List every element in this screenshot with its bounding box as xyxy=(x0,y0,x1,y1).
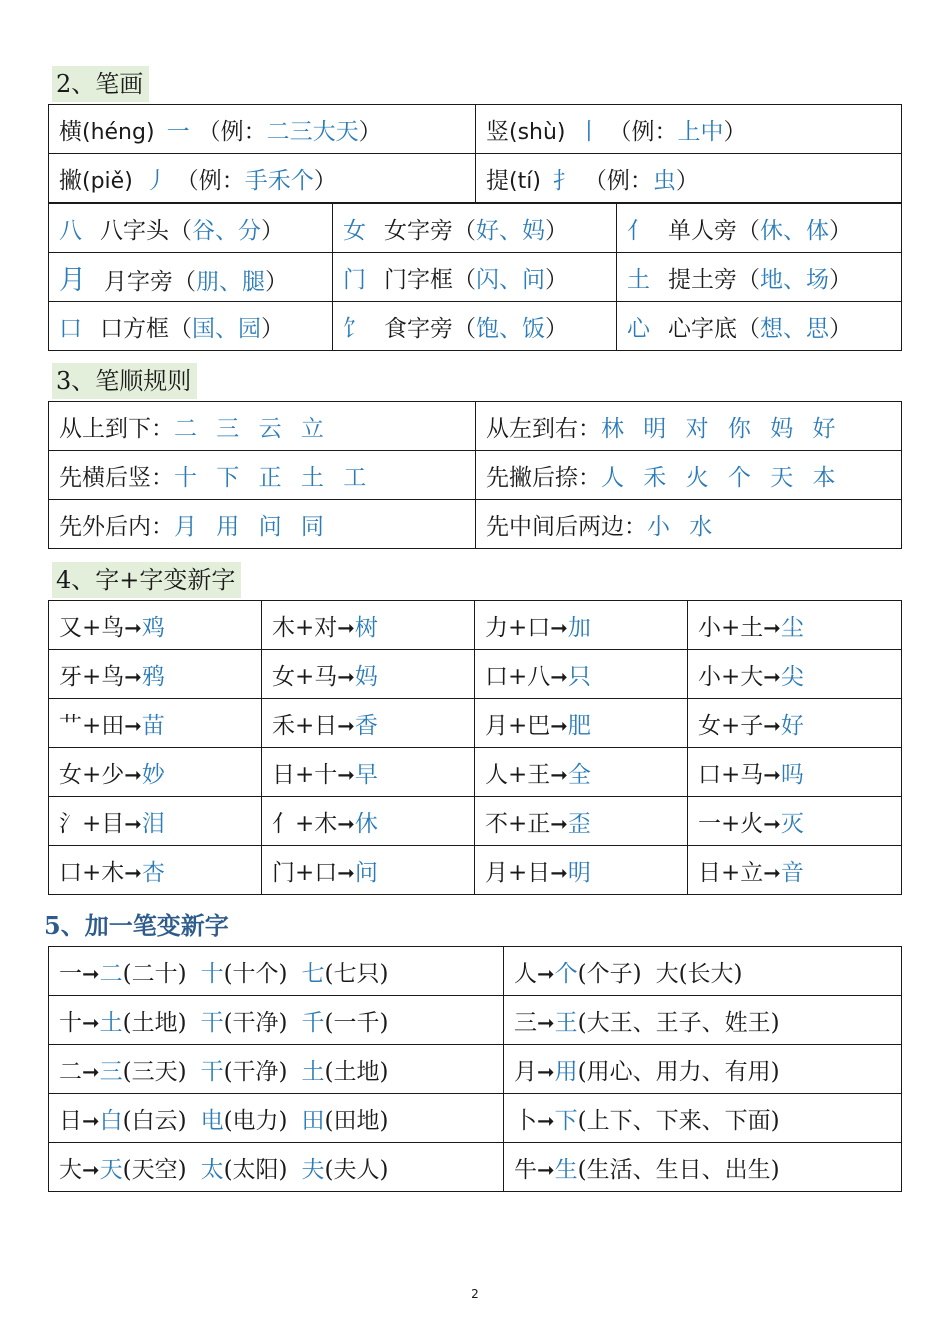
combine-parts: 女+马 xyxy=(272,663,338,690)
stroke-name: 横 xyxy=(59,118,82,145)
base-char: 一 xyxy=(59,960,82,987)
new-char: 太 xyxy=(200,1156,224,1183)
stroke-name: 竖 xyxy=(486,118,509,145)
word-example: (十个) xyxy=(223,960,288,987)
base-char: 日 xyxy=(59,1107,82,1134)
radical-cell xyxy=(617,204,902,253)
combine-parts: 又+鸟 xyxy=(59,614,125,641)
table-row xyxy=(49,105,902,154)
radical-cell xyxy=(333,204,617,253)
arrow-icon: ➞ xyxy=(763,664,781,689)
table-row xyxy=(49,500,902,549)
base-char: 三 xyxy=(514,1009,537,1036)
radical-examples: 休、体 xyxy=(760,217,829,244)
add-stroke-cell xyxy=(504,1094,902,1143)
table-row xyxy=(49,947,902,996)
stroke-name: 提 xyxy=(486,167,509,194)
table-row xyxy=(49,1143,902,1192)
combine-result: 加 xyxy=(567,614,591,641)
combine-result: 杏 xyxy=(141,859,165,886)
arrow-icon: ➞ xyxy=(537,1108,555,1133)
arrow-icon: ➞ xyxy=(537,1157,555,1182)
radical-examples: 谷、分 xyxy=(192,217,261,244)
combine-result: 全 xyxy=(567,761,591,788)
radical-examples: 朋、腿 xyxy=(196,268,265,295)
left-paren: （ xyxy=(169,217,192,244)
table-row xyxy=(49,302,902,351)
base-char: 大 xyxy=(59,1156,82,1183)
word-example: (个子) xyxy=(577,960,642,987)
right-paren: ） xyxy=(545,315,568,342)
right-paren: ） xyxy=(265,268,288,295)
stroke-cell xyxy=(476,105,902,154)
example-prefix: （例： xyxy=(608,118,678,145)
combine-cell xyxy=(49,797,262,846)
rule-examples: 月 用 问 同 xyxy=(174,513,330,540)
word-example: (太阳) xyxy=(223,1156,288,1183)
table-row xyxy=(49,154,902,203)
radical-glyph: 心 xyxy=(627,315,650,342)
radical-glyph: 女 xyxy=(343,217,366,244)
new-char: 个 xyxy=(554,960,578,987)
combine-cell xyxy=(262,650,475,699)
rule-cell xyxy=(49,500,476,549)
stroke-examples: 上中 xyxy=(677,118,724,145)
radical-name: 心字底 xyxy=(668,315,737,342)
radical-examples: 地、场 xyxy=(760,266,829,293)
combine-parts: 小+大 xyxy=(698,663,764,690)
combine-result: 问 xyxy=(354,859,378,886)
left-paren: （ xyxy=(453,217,476,244)
word-example: (长大) xyxy=(678,960,743,987)
combine-result: 鸦 xyxy=(141,663,165,690)
combine-parts: 一+火 xyxy=(698,810,764,837)
combine-cell xyxy=(262,601,475,650)
new-char: 下 xyxy=(554,1107,578,1134)
stroke-pinyin: (piě) xyxy=(82,168,133,194)
combine-cell xyxy=(688,650,902,699)
radical-examples: 饱、饭 xyxy=(476,315,545,342)
left-paren: （ xyxy=(173,268,196,295)
base-char: 十 xyxy=(59,1009,82,1036)
rule-cell xyxy=(476,402,902,451)
radical-cell xyxy=(333,302,617,351)
arrow-icon: ➞ xyxy=(537,961,555,986)
new-char: 大 xyxy=(655,960,679,987)
word-example: (大王、王子、姓王) xyxy=(577,1009,780,1036)
radical-cell xyxy=(617,302,902,351)
arrow-icon: ➞ xyxy=(82,1059,100,1084)
stroke-glyph: 丿 xyxy=(144,167,168,194)
combine-parts: 小+土 xyxy=(698,614,764,641)
word-example: (天空) xyxy=(122,1156,187,1183)
section-4-title: 4、字+字变新字 xyxy=(52,562,241,598)
word-example: (夫人) xyxy=(324,1156,389,1183)
combine-parts: 不+正 xyxy=(485,810,551,837)
arrow-icon: ➞ xyxy=(763,860,781,885)
arrow-icon: ➞ xyxy=(82,1010,100,1035)
radical-glyph: 门 xyxy=(343,266,366,293)
combine-cell xyxy=(475,846,688,895)
combine-parts: 力+口 xyxy=(485,614,551,641)
left-paren: （ xyxy=(453,266,476,293)
stroke-glyph: 一 xyxy=(166,118,190,145)
radical-examples: 好、妈 xyxy=(476,217,545,244)
stroke-order-table xyxy=(48,401,902,549)
combine-table xyxy=(48,600,902,895)
combine-result: 早 xyxy=(354,761,378,788)
add-stroke-cell xyxy=(504,1045,902,1094)
rule-cell xyxy=(476,500,902,549)
word-example: (二十) xyxy=(122,960,187,987)
stroke-cell xyxy=(49,154,476,203)
arrow-icon: ➞ xyxy=(82,961,100,986)
combine-cell xyxy=(475,797,688,846)
rule-label: 从左到右： xyxy=(486,415,601,442)
radicals-table xyxy=(48,203,902,351)
combine-result: 尘 xyxy=(780,614,804,641)
page-number: 2 xyxy=(471,1287,479,1301)
base-char: 二 xyxy=(59,1058,82,1085)
rule-label: 先外后内： xyxy=(59,513,174,540)
radical-name: 口方框 xyxy=(100,315,169,342)
combine-result: 只 xyxy=(567,663,591,690)
radical-cell xyxy=(617,253,902,302)
word-example: (用心、用力、有用) xyxy=(577,1058,780,1085)
combine-cell xyxy=(49,699,262,748)
stroke-examples: 手禾个 xyxy=(244,167,314,194)
radical-glyph: 亻 xyxy=(627,217,650,244)
combine-parts: 日+立 xyxy=(698,859,764,886)
combine-cell xyxy=(688,601,902,650)
combine-result: 妙 xyxy=(141,761,165,788)
new-char: 田 xyxy=(301,1107,325,1134)
right-paren: ） xyxy=(261,217,284,244)
example-suffix: ） xyxy=(675,167,699,194)
table-row xyxy=(49,797,902,846)
arrow-icon: ➞ xyxy=(337,811,355,836)
arrow-icon: ➞ xyxy=(124,860,142,885)
combine-parts: 月+日 xyxy=(485,859,551,886)
combine-parts: 人+王 xyxy=(485,761,551,788)
word-example: (田地) xyxy=(324,1107,389,1134)
table-row xyxy=(49,204,902,253)
right-paren: ） xyxy=(829,315,852,342)
combine-cell xyxy=(475,699,688,748)
new-char: 用 xyxy=(554,1058,578,1085)
add-stroke-cell xyxy=(49,1045,504,1094)
stroke-pinyin: (shù) xyxy=(509,119,566,145)
table-row xyxy=(49,650,902,699)
arrow-icon: ➞ xyxy=(337,615,355,640)
combine-parts: 日+十 xyxy=(272,761,338,788)
word-example: (土地) xyxy=(324,1058,389,1085)
rule-label: 先撇后捺： xyxy=(486,464,601,491)
rule-label: 从上到下： xyxy=(59,415,174,442)
stroke-examples: 虫 xyxy=(652,167,676,194)
add-stroke-cell xyxy=(49,1094,504,1143)
rule-examples: 人 禾 火 个 天 本 xyxy=(601,464,842,491)
combine-cell xyxy=(262,846,475,895)
new-char: 干 xyxy=(200,1058,224,1085)
combine-result: 灭 xyxy=(780,810,804,837)
combine-parts: 女+子 xyxy=(698,712,764,739)
add-stroke-cell xyxy=(504,1143,902,1192)
radical-name: 八字头 xyxy=(100,217,169,244)
arrow-icon: ➞ xyxy=(82,1108,100,1133)
arrow-icon: ➞ xyxy=(124,811,142,836)
table-row xyxy=(49,253,902,302)
base-char: 月 xyxy=(514,1058,537,1085)
stroke-glyph: 扌 xyxy=(552,167,576,194)
radical-glyph: 口 xyxy=(59,315,82,342)
radical-name: 月字旁 xyxy=(104,268,173,295)
word-example: (三天) xyxy=(122,1058,187,1085)
combine-cell xyxy=(49,748,262,797)
rule-examples: 二 三 云 立 xyxy=(174,415,330,442)
combine-cell xyxy=(49,601,262,650)
combine-result: 尖 xyxy=(780,663,804,690)
left-paren: （ xyxy=(737,217,760,244)
new-char: 十 xyxy=(200,960,224,987)
stroke-cell xyxy=(49,105,476,154)
combine-parts: 禾+日 xyxy=(272,712,338,739)
add-stroke-cell xyxy=(49,1143,504,1192)
radical-cell xyxy=(333,253,617,302)
table-row xyxy=(49,996,902,1045)
combine-result: 明 xyxy=(567,859,591,886)
word-example: (一千) xyxy=(324,1009,389,1036)
arrow-icon: ➞ xyxy=(550,762,568,787)
word-example: (干净) xyxy=(223,1058,288,1085)
combine-cell xyxy=(262,748,475,797)
combine-parts: 亻+木 xyxy=(272,810,338,837)
example-prefix: （例： xyxy=(583,167,653,194)
section-2-title: 2、笔画 xyxy=(52,66,149,102)
table-row xyxy=(49,699,902,748)
combine-parts: 氵+目 xyxy=(59,810,125,837)
arrow-icon: ➞ xyxy=(550,811,568,836)
radical-cell xyxy=(49,204,333,253)
left-paren: （ xyxy=(737,266,760,293)
left-paren: （ xyxy=(169,315,192,342)
table-row xyxy=(49,1045,902,1094)
stroke-name: 撇 xyxy=(59,167,82,194)
add-stroke-cell xyxy=(504,947,902,996)
stroke-pinyin: (héng) xyxy=(82,119,155,145)
new-char: 三 xyxy=(99,1058,123,1085)
example-prefix: （例： xyxy=(197,118,267,145)
arrow-icon: ➞ xyxy=(550,664,568,689)
arrow-icon: ➞ xyxy=(763,762,781,787)
add-stroke-table xyxy=(48,946,902,1192)
table-row xyxy=(49,402,902,451)
base-char: 牛 xyxy=(514,1156,537,1183)
rule-examples: 林 明 对 你 妈 好 xyxy=(601,415,842,442)
combine-result: 香 xyxy=(354,712,378,739)
combine-result: 苗 xyxy=(141,712,165,739)
arrow-icon: ➞ xyxy=(337,860,355,885)
radical-examples: 国、园 xyxy=(192,315,261,342)
right-paren: ） xyxy=(829,217,852,244)
arrow-icon: ➞ xyxy=(337,713,355,738)
combine-result: 歪 xyxy=(567,810,591,837)
combine-cell xyxy=(688,797,902,846)
combine-cell xyxy=(688,699,902,748)
arrow-icon: ➞ xyxy=(537,1010,555,1035)
rule-cell xyxy=(49,451,476,500)
table-row xyxy=(49,451,902,500)
combine-cell xyxy=(49,846,262,895)
new-char: 夫 xyxy=(301,1156,325,1183)
new-char: 干 xyxy=(200,1009,224,1036)
new-char: 生 xyxy=(554,1156,578,1183)
arrow-icon: ➞ xyxy=(124,664,142,689)
new-char: 二 xyxy=(99,960,123,987)
combine-parts: 女+少 xyxy=(59,761,125,788)
combine-cell xyxy=(688,748,902,797)
word-example: (生活、生日、出生) xyxy=(577,1156,780,1183)
table-row xyxy=(49,748,902,797)
arrow-icon: ➞ xyxy=(124,615,142,640)
right-paren: ） xyxy=(545,266,568,293)
combine-result: 好 xyxy=(780,712,804,739)
arrow-icon: ➞ xyxy=(124,762,142,787)
left-paren: （ xyxy=(737,315,760,342)
combine-result: 树 xyxy=(354,614,378,641)
word-example: (土地) xyxy=(122,1009,187,1036)
combine-result: 吗 xyxy=(780,761,804,788)
combine-result: 妈 xyxy=(354,663,378,690)
table-row xyxy=(49,601,902,650)
left-paren: （ xyxy=(453,315,476,342)
combine-cell xyxy=(688,846,902,895)
combine-parts: 月+巴 xyxy=(485,712,551,739)
radical-name: 单人旁 xyxy=(668,217,737,244)
arrow-icon: ➞ xyxy=(550,860,568,885)
example-prefix: （例： xyxy=(175,167,245,194)
new-char: 电 xyxy=(200,1107,224,1134)
example-suffix: ） xyxy=(313,167,337,194)
arrow-icon: ➞ xyxy=(337,664,355,689)
combine-cell xyxy=(262,797,475,846)
new-char: 七 xyxy=(301,960,325,987)
arrow-icon: ➞ xyxy=(550,713,568,738)
section-5-title: 5、加一笔变新字 xyxy=(44,911,229,940)
radical-name: 提土旁 xyxy=(668,266,737,293)
add-stroke-cell xyxy=(504,996,902,1045)
example-suffix: ） xyxy=(358,118,382,145)
arrow-icon: ➞ xyxy=(763,713,781,738)
combine-result: 休 xyxy=(354,810,378,837)
radical-glyph: 月 xyxy=(59,264,86,296)
arrow-icon: ➞ xyxy=(550,615,568,640)
radical-examples: 闪、问 xyxy=(476,266,545,293)
arrow-icon: ➞ xyxy=(763,615,781,640)
word-example: (干净) xyxy=(223,1009,288,1036)
combine-cell xyxy=(262,699,475,748)
combine-cell xyxy=(475,601,688,650)
right-paren: ） xyxy=(829,266,852,293)
add-stroke-cell xyxy=(49,947,504,996)
rule-cell xyxy=(49,402,476,451)
arrow-icon: ➞ xyxy=(82,1157,100,1182)
combine-cell xyxy=(49,650,262,699)
arrow-icon: ➞ xyxy=(124,713,142,738)
new-char: 天 xyxy=(99,1156,123,1183)
combine-parts: 门+口 xyxy=(272,859,338,886)
new-char: 王 xyxy=(554,1009,578,1036)
rule-examples: 小 水 xyxy=(647,513,719,540)
word-example: (电力) xyxy=(223,1107,288,1134)
base-char: 卜 xyxy=(514,1107,537,1134)
stroke-pinyin: (tí) xyxy=(509,168,541,194)
new-char: 土 xyxy=(301,1058,325,1085)
strokes-table xyxy=(48,104,902,203)
new-char: 土 xyxy=(99,1009,123,1036)
combine-cell xyxy=(475,650,688,699)
combine-parts: 木+对 xyxy=(272,614,338,641)
right-paren: ） xyxy=(545,217,568,244)
combine-parts: 口+木 xyxy=(59,859,125,886)
combine-parts: 口+八 xyxy=(485,663,551,690)
combine-result: 音 xyxy=(780,859,804,886)
table-row xyxy=(49,1094,902,1143)
combine-parts: 牙+鸟 xyxy=(59,663,125,690)
rule-label: 先横后竖： xyxy=(59,464,174,491)
stroke-examples: 二三大天 xyxy=(266,118,359,145)
radical-glyph: 八 xyxy=(59,217,82,244)
arrow-icon: ➞ xyxy=(763,811,781,836)
stroke-glyph: 丨 xyxy=(577,118,601,145)
rule-cell xyxy=(476,451,902,500)
combine-parts: 艹+田 xyxy=(59,712,125,739)
arrow-icon: ➞ xyxy=(337,762,355,787)
rule-examples: 十 下 正 土 工 xyxy=(174,464,373,491)
base-char: 人 xyxy=(514,960,537,987)
new-char: 白 xyxy=(99,1107,123,1134)
stroke-cell xyxy=(476,154,902,203)
radical-name: 女字旁 xyxy=(384,217,453,244)
word-example: (七只) xyxy=(324,960,389,987)
combine-result: 肥 xyxy=(567,712,591,739)
radical-cell xyxy=(49,302,333,351)
combine-result: 泪 xyxy=(141,810,165,837)
rule-label: 先中间后两边： xyxy=(486,513,647,540)
new-char: 千 xyxy=(301,1009,325,1036)
combine-result: 鸡 xyxy=(141,614,165,641)
radical-name: 食字旁 xyxy=(384,315,453,342)
radical-name: 门字框 xyxy=(384,266,453,293)
radical-glyph: 饣 xyxy=(343,315,366,342)
word-example: (白云) xyxy=(122,1107,187,1134)
radical-cell xyxy=(49,253,333,302)
table-row xyxy=(49,846,902,895)
right-paren: ） xyxy=(261,315,284,342)
arrow-icon: ➞ xyxy=(537,1059,555,1084)
radical-glyph: 土 xyxy=(627,266,650,293)
combine-cell xyxy=(475,748,688,797)
section-3-title: 3、笔顺规则 xyxy=(52,363,197,399)
radical-examples: 想、思 xyxy=(760,315,829,342)
example-suffix: ） xyxy=(723,118,747,145)
combine-parts: 口+马 xyxy=(698,761,764,788)
word-example: (上下、下来、下面) xyxy=(577,1107,780,1134)
add-stroke-cell xyxy=(49,996,504,1045)
